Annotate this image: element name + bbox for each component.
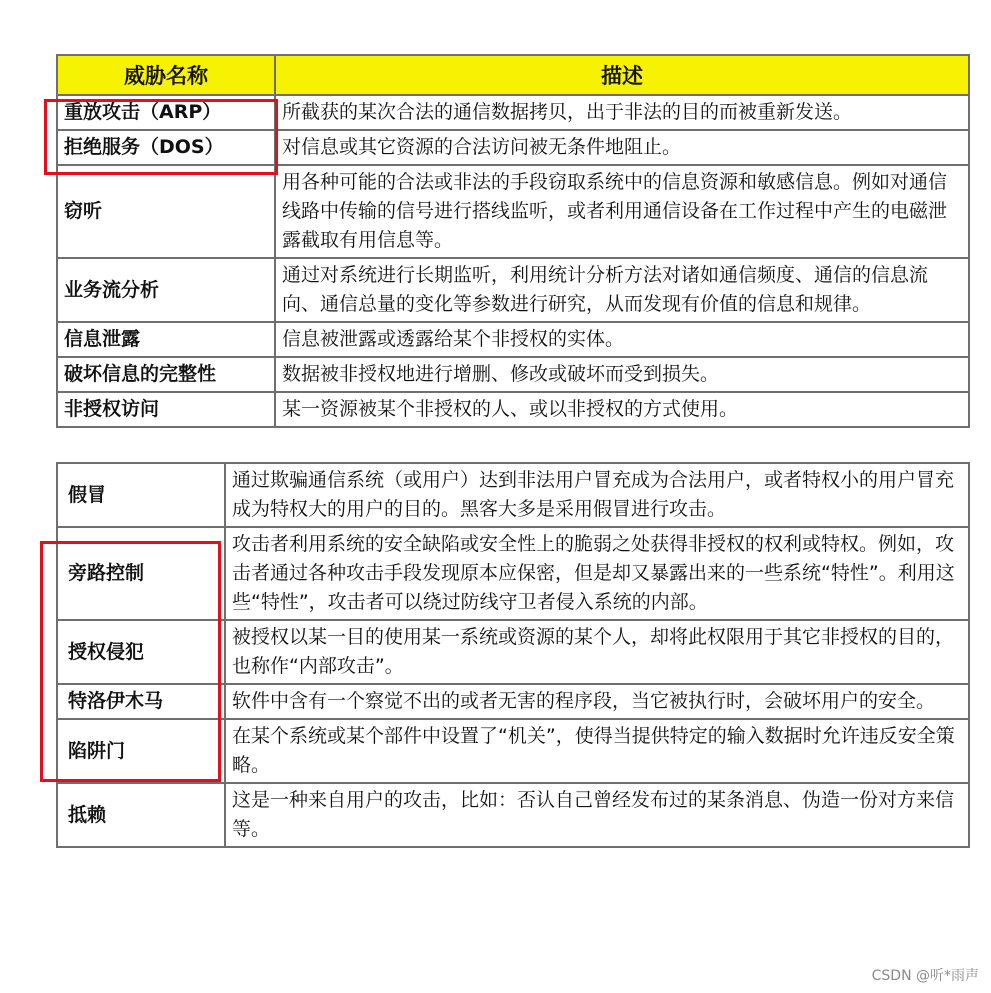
table-row — [57, 322, 969, 357]
table-row — [57, 392, 969, 427]
threat-description: 所截获的某次合法的通信数据拷贝，出于非法的目的而被重新发送。 — [275, 95, 969, 130]
threat-description: 数据被非授权地进行增删、修改或破坏而受到损失。 — [275, 357, 969, 392]
table-header-row — [57, 55, 969, 95]
threat-name: 窃听 — [57, 165, 275, 258]
threat-name: 信息泄露 — [57, 322, 275, 357]
table-row — [57, 783, 969, 847]
threat-description: 这是一种来自用户的攻击，比如：否认自己曾经发布过的某条消息、伪造一份对方来信等。 — [225, 783, 969, 847]
threat-description: 某一资源被某个非授权的人、或以非授权的方式使用。 — [275, 392, 969, 427]
highlight-box-arp-dos — [44, 99, 278, 175]
threat-name: 陷阱门 — [57, 719, 225, 783]
threat-description: 对信息或其它资源的合法访问被无条件地阻止。 — [275, 130, 969, 165]
threat-name: 破坏信息的完整性 — [57, 357, 275, 392]
threat-name: 非授权访问 — [57, 392, 275, 427]
table-row — [57, 463, 969, 527]
threat-name: 重放攻击（ARP） — [57, 95, 275, 130]
table-row — [57, 165, 969, 258]
header-threat-name: 威胁名称 — [57, 55, 275, 95]
threat-description: 攻击者利用系统的安全缺陷或安全性上的脆弱之处获得非授权的权利或特权。例如，攻击者通过各种攻击手段发现原本应保密，但是却又暴露出来的一些系统“特性”。利用这些“特性”，攻击者可以绕过防线守卫者侵入系统的内部。 — [225, 527, 969, 620]
threat-name: 特洛伊木马 — [57, 684, 225, 719]
threat-description: 通过对系统进行长期监听，利用统计分析方法对诸如通信频度、通信的信息流向、通信总量的变化等参数进行研究，从而发现有价值的信息和规律。 — [275, 258, 969, 322]
threat-description: 在某个系统或某个部件中设置了“机关”，使得当提供特定的输入数据时允许违反安全策略。 — [225, 719, 969, 783]
table-row — [57, 258, 969, 322]
highlight-box-bypass-trojan — [40, 541, 221, 782]
threat-description: 用各种可能的合法或非法的手段窃取系统中的信息资源和敏感信息。例如对通信线路中传输的信号进行搭线监听，或者利用通信设备在工作过程中产生的电磁泄露截取有用信息等。 — [275, 165, 969, 258]
threat-name: 假冒 — [57, 463, 225, 527]
threat-description: 通过欺骗通信系统（或用户）达到非法用户冒充成为合法用户，或者特权小的用户冒充成为特权大的用户的目的。黑客大多是采用假冒进行攻击。 — [225, 463, 969, 527]
threat-name: 拒绝服务（DOS） — [57, 130, 275, 165]
watermark: CSDN @听*雨声 — [871, 968, 979, 984]
threat-name: 授权侵犯 — [57, 620, 225, 684]
threat-description: 被授权以某一目的使用某一系统或资源的某个人，却将此权限用于其它非授权的目的，也称作“内部攻击”。 — [225, 620, 969, 684]
threat-name: 抵赖 — [57, 783, 225, 847]
table-row — [57, 357, 969, 392]
threat-description: 信息被泄露或透露给某个非授权的实体。 — [275, 322, 969, 357]
header-description: 描述 — [275, 55, 969, 95]
threat-name: 旁路控制 — [57, 527, 225, 620]
threat-name: 业务流分析 — [57, 258, 275, 322]
threat-description: 软件中含有一个察觉不出的或者无害的程序段，当它被执行时，会破坏用户的安全。 — [225, 684, 969, 719]
